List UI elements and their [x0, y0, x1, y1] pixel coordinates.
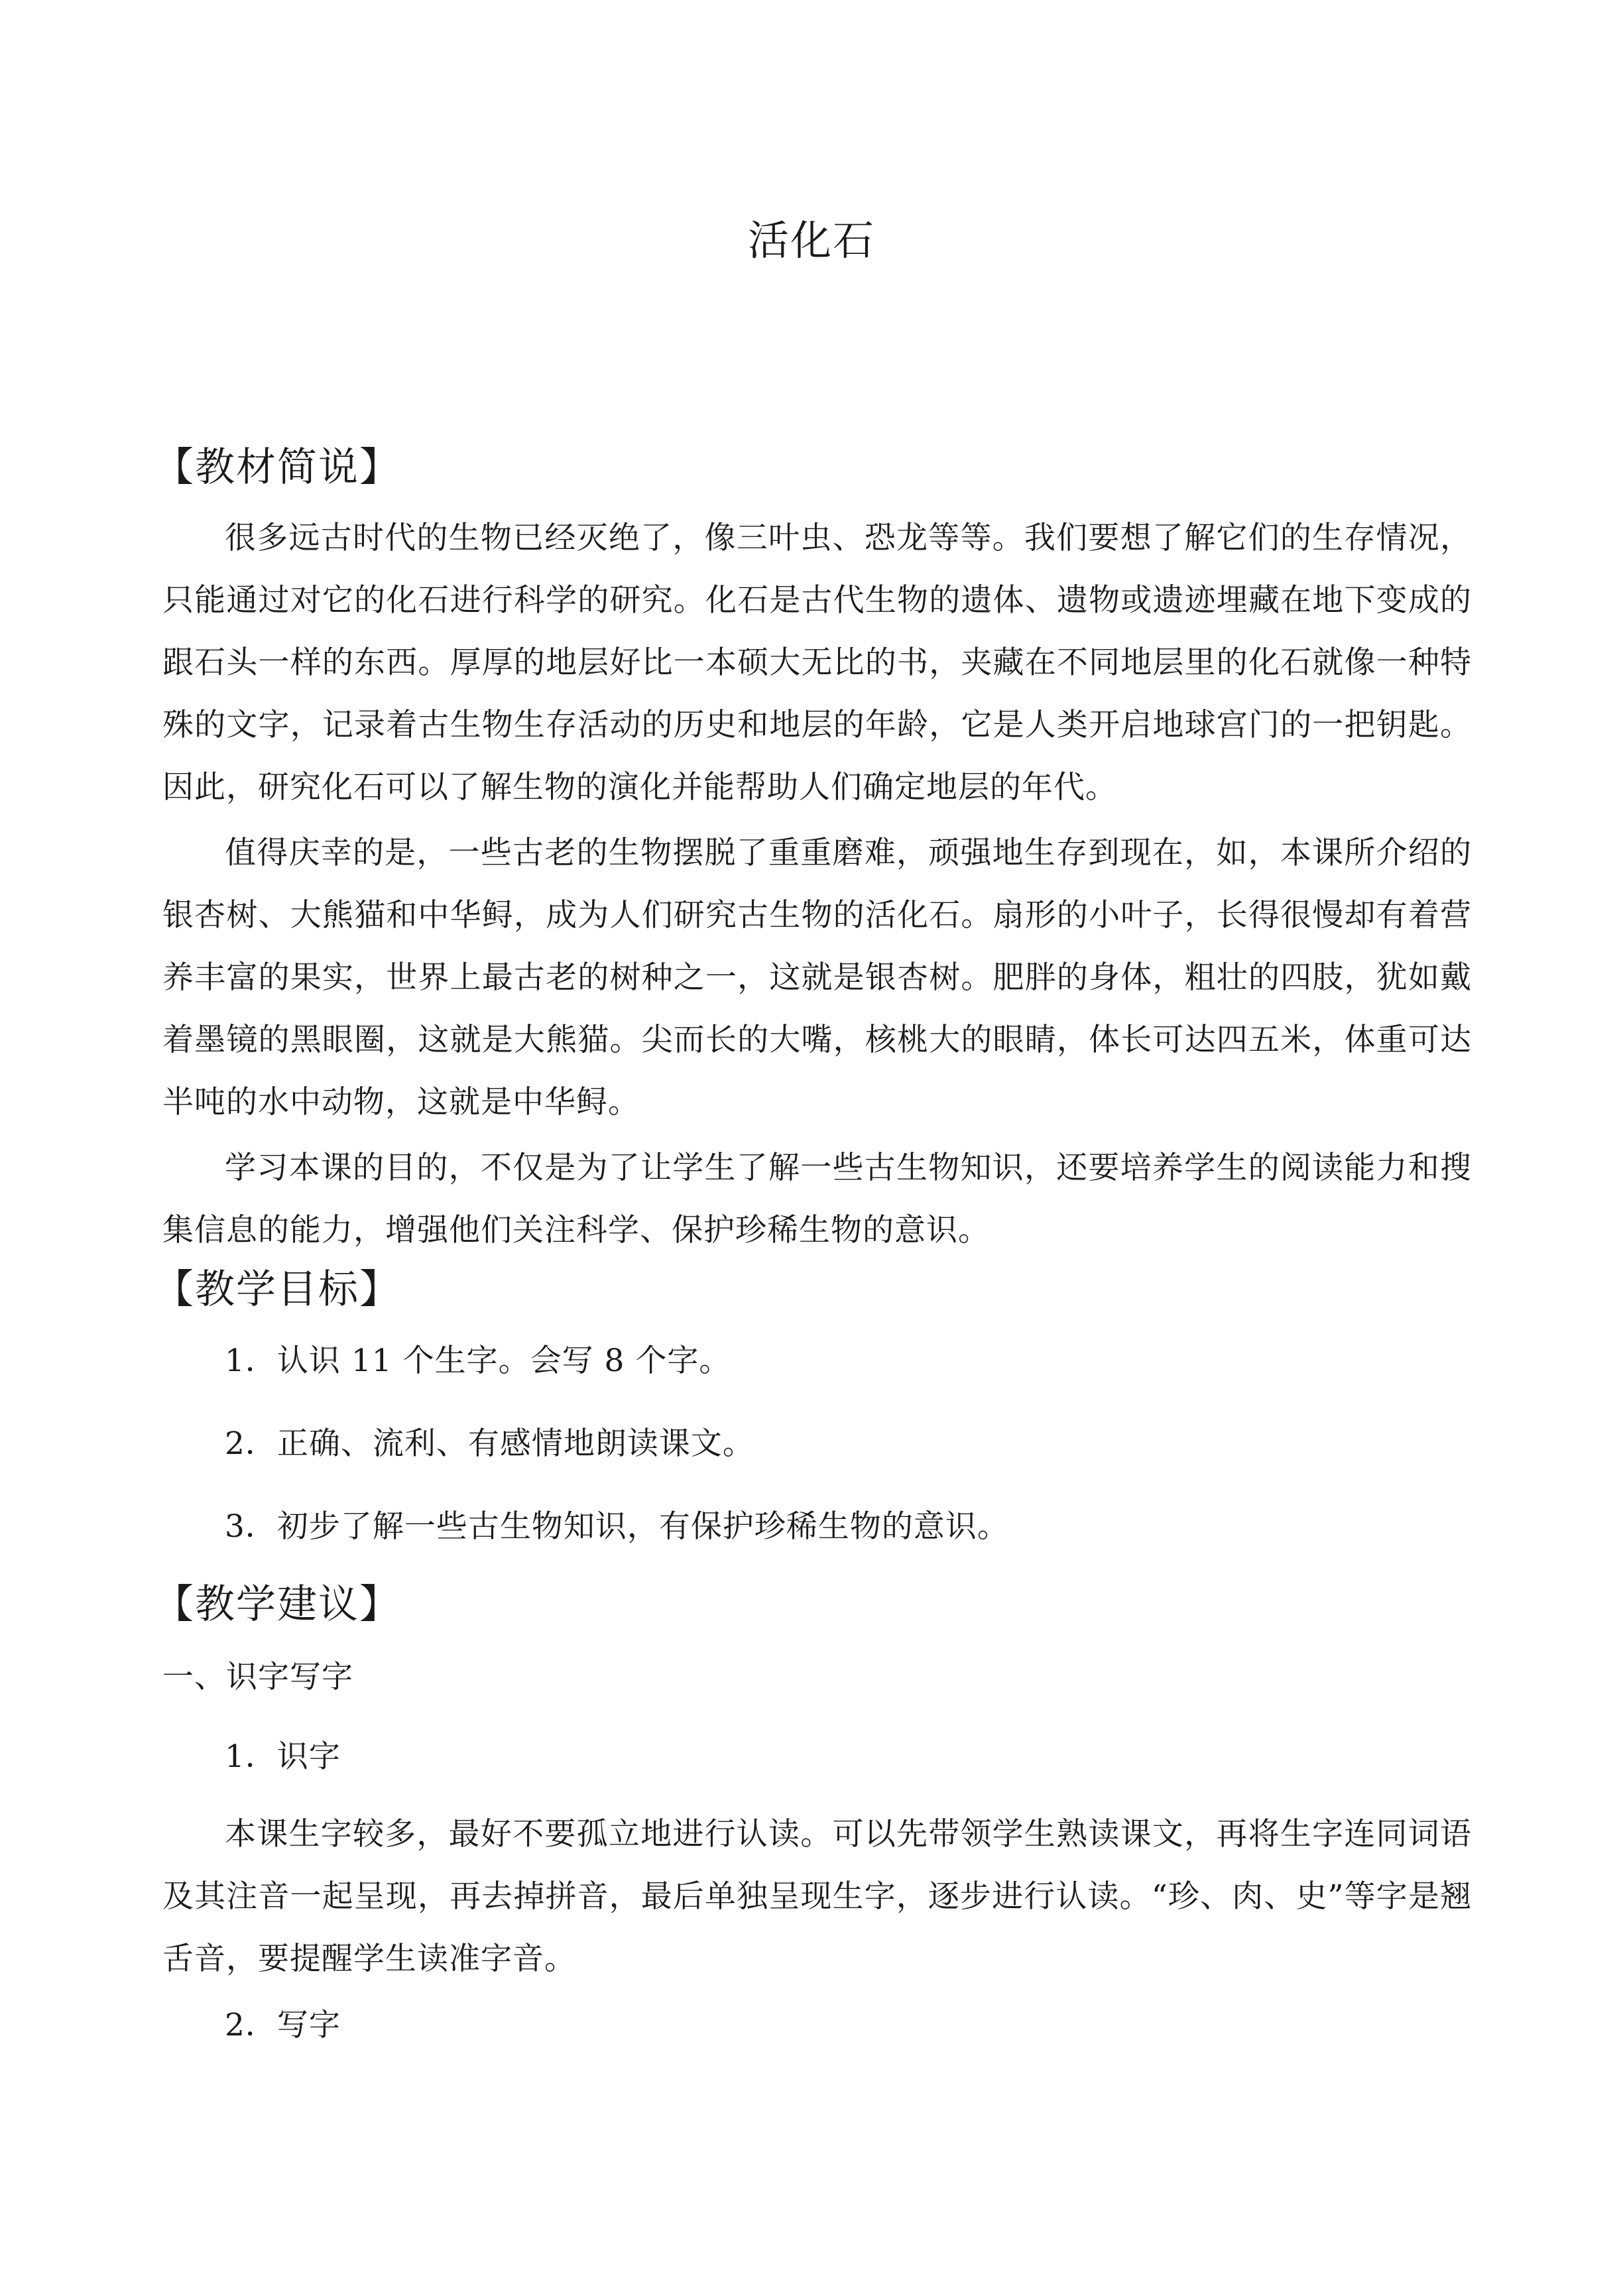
paragraph-intro-2: 值得庆幸的是，一些古老的生物摆脱了重重磨难，顽强地生存到现在，如，本课所介绍的银杏树、大熊猫和中华鲟，成为人们研究古生物的活化石。扇形的小叶子，长得很慢却有着营养丰富的果实，世界上最古老的树种之一，这就是银杏树。肥胖的身体，粗壮的四肢，犹如戴着墨镜的黑眼圈，这就是大熊猫。尖而长的大嘴，核桃大的眼睛，体长可达四五米，体重可达半吨的水中动物，这就是中华鲟。: [162, 835, 1472, 1120]
section-heading-teaching-goals: 【教学目标】: [154, 1266, 400, 1313]
section-heading-teaching-suggestions: 【教学建议】: [154, 1581, 400, 1628]
paragraph-recognize: 本课生字较多，最好不要孤立地进行认读。可以先带领学生熟读课文，再将生字连同词语及其注音一起呈现，再去掉拼音，最后单独呈现生字，逐步进行认读。“珍、肉、史”等字是翘舌音，要提醒学生读准字音。: [162, 1816, 1472, 1977]
goal-item-1: 1．认识 11 个生字。会写 8 个字。: [225, 1343, 731, 1379]
subheading-recognize: 1．识字: [225, 1738, 341, 1775]
part-title-literacy: 一、识字写字: [162, 1659, 353, 1695]
document-title: 活化石: [747, 216, 875, 265]
section-heading-textbook-intro: 【教材简说】: [154, 444, 400, 491]
goal-item-3: 3．初步了解一些古生物知识，有保护珍稀生物的意识。: [225, 1508, 1009, 1545]
paragraph-intro-3: 学习本课的目的，不仅是为了让学生了解一些古生物知识，还要培养学生的阅读能力和搜集信息的能力，增强他们关注科学、保护珍稀生物的意识。: [162, 1150, 1472, 1248]
paragraph-intro-1: 很多远古时代的生物已经灭绝了，像三叶虫、恐龙等等。我们要想了解它们的生存情况，只能通过对它的化石进行科学的研究。化石是古代生物的遗体、遗物或遗迹埋藏在地下变成的跟石头一样的东西。厚厚的地层好比一本硕大无比的书，夹藏在不同地层里的化石就像一种特殊的文字，记录着古生物生存活动的历史和地层的年龄，它是人类开启地球宫门的一把钥匙。因此，研究化石可以了解生物的演化并能帮助人们确定地层的年代。: [162, 520, 1472, 806]
subheading-writing: 2．写字: [225, 2007, 341, 2043]
goal-item-2: 2．正确、流利、有感情地朗读课文。: [225, 1425, 754, 1462]
